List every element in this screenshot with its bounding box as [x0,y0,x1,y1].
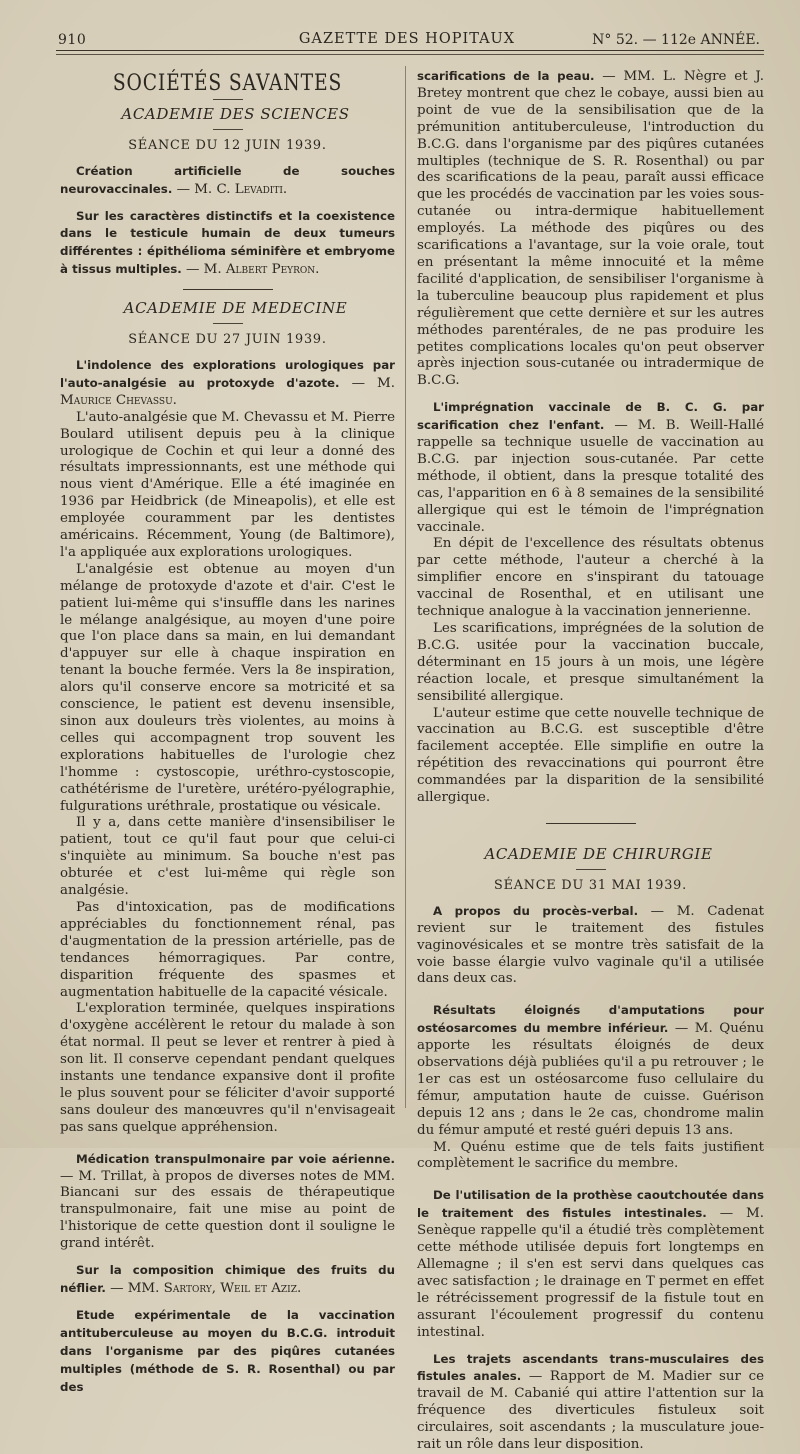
section-divider [183,289,273,290]
article-title: A propos du procès-verbal. [433,903,639,918]
article-item [60,1262,395,1298]
paragraph: L'analgésie est obtenue au moyen d'un mélange de protoxyde d'azote et d'air. C'est le patient lui-même qui s'insuffle dans les narines le mélange analgésique, au moyen d'une poire que l'on place dans sa main, en lui demandant d'appuyer sur elle à chaque inspiration en tenant la bouche fermée. Vers la 8e inspiration, alors qu'il conserve encore sa motricité et sa conscience, le patient est devenu insensible, sinon aux douleurs très violentes, au moins à celles qui accompagnent trop souvent les explorations habituelles de l'urologie chez l'homme : cystoscopie, uréthro-cystoscopie, cathétérisme de l'uretère, urétéro-pyélographie, fulgurations uréthrale, prostatique ou vésicale. [60,561,395,814]
article-title: L'indolence des explorations urologiques par l'auto-analgésie au protoxyde d'azote. [60,357,395,390]
right-column [417,68,764,1454]
session-date: SÉANCE DU 27 JUIN 1939. [128,332,327,348]
article-text: — M. Trillat, à propos de diverses notes de MM. Biancani sur des essais de thérapeutique transpulmonaire, fait une mise au point de l'historique de cette question dont il souligne le grand intérêt. [60,1168,395,1252]
article-title: scarifications de la peau. [417,69,595,83]
header-rule-thin [56,54,764,55]
article-title: Les trajets ascendants trans-musculaires des fistules anales. [417,1351,764,1384]
article-title: L'imprégnation vaccinale de B. C. G. par scarification chez l'enfant. [417,400,764,433]
article-item [60,357,395,410]
page-number: 910 [58,32,87,48]
left-column [60,68,395,1396]
section-title: SOCIÉTÉS SAVANTES [112,71,343,96]
article-author: — M. Albert Peyron. [181,262,320,278]
paragraph: Les scarifications, imprégnées de la solution de B.C.G. usitée pour la vaccination buccale, déterminant en 15 jours à un mois, une légère réaction locale, et presque simultanément la sensibilité allergique. [417,621,764,704]
session-date: SÉANCE DU 12 JUIN 1939. [128,137,327,153]
article-item [417,399,764,536]
article-title: De l'utilisation de la prothèse caoutchoutée dans le traitement des fistules intestinales. [417,1188,764,1221]
page-header [48,26,766,52]
column-divider [405,66,406,1108]
article-author: — M. Maurice Chevassu. [60,375,395,408]
header-rule [56,50,764,51]
issue-number: N° 52. — 112e ANNÉE. [592,32,760,48]
article-title: Médication transpulmonaire par voie aérienne. [76,1151,395,1166]
article-title: Création artificielle de souches neurovaccinales. [60,163,395,196]
divider [213,323,243,324]
article-item [60,1151,395,1253]
article-item [417,1002,764,1139]
paragraph: L'auteur estime que cette nouvelle technique de vaccination au B.C.G. est susceptible d'être facilement acceptée. Elle simplifie en outre la répétition des revaccinations qui pourront être commandées par la disparition de la sensibilité allergique. [417,705,764,806]
paragraph: Il y a, dans cette manière d'insensibiliser le patient, tout ce qu'il faut pour que celui-ci s'inquiète au minimum. Sa bouche n'est pas obturée et c'est lui-même qui règle son analgésie. [60,815,395,899]
article-item [417,1187,764,1341]
academy-heading-chirurgie: ACADEMIE DE CHIRURGIE [484,844,713,863]
paragraph: L'auto-analgésie que M. Chevassu et M. Pierre Boulard utilisent depuis peu à la clinique urologique de Cochin et qui leur a donné des résultats impressionnants, est une méthode qui nous vient d'Amérique. Elle a été imaginée en 1936 par Heidbrick (de Mineapolis), et elle est employée couramment par les dentistes américains. Récemment, Young (de Baltimore), l'a appliquée aux explorations urologiques. [60,409,395,560]
academy-heading-medecine: ACADEMIE DE MEDECINE [123,299,348,318]
article-text: — MM. L. Nègre et J. Bretey montrent que chez le cobaye, aussi bien au point de vue de la sensibilisation que de la prémunition antituberculeuse, l'introduction du B.C.G. dans l'organisme par des piqûres cutanées multiples (technique de S. R. Rosenthal) ou par des scarifications de la peau, paraît aussi efficace que les procédés de vaccination par les voies sous-cutanée ou intra-dermique habituellement employés. La méthode des piqûres ou des scarifications a l'avantage, sur la voie orale, tout en présentant la même innocuité et la même facilité d'application, de sensibiliser l'organisme à la tuberculine beaucoup plus rapidement et plus régulièrement que cette dernière et sur les autres méthodes parentérales, de ne pas produire les petites complications locales qu'on peut observer après injection sous-cutanée ou intradermique de B.C.G. [417,69,764,389]
article-title: Sur la composition chimique des fruits du néflier. [60,1263,395,1295]
article-item [417,1351,764,1454]
article-text: — M. Cadenat revient sur le traitement des fistules vaginovésicales et se montre très satisfait de la voie basse élargie vulvo vaginale qu'il a utilisée dans deux cas. [417,903,765,987]
article-item [60,208,395,280]
article-title: Etude expérimentale de la vaccination antituberculeuse au moyen du B.C.G. introduit dans l'organisme par des piqûres cutanées multiples (méthode de S. R. Rosenthal) ou par des [60,1307,395,1394]
article-text: — Rapport de M. Madier sur ce travail de M. Cabanié qui attire l'attention sur la fréquence des diverticules fistuleux soit circulaires, soit ascendants ; la musculature joue-rait un rôle dans leur disposition. [417,1369,764,1453]
paragraph: En dépit de l'excellence des résultats obtenus par cette méthode, l'auteur a cherché à la simplifier encore en s'inspirant du tatouage vaccinal de Rosenthal, et en utilisant une technique analogue à la vaccination jennerienne. [417,536,764,620]
divider [213,99,243,100]
section-divider [546,823,636,824]
article-text: — M. Quénu apporte les résultats éloignés de deux observations déjà publiées qu'il a pu retrouver ; le 1er cas est un ostéosarcome fuso cellulaire du fémur, amputation haute de cuisse. Guérison depuis 12 ans ; dans le 2e cas, chondrome malin du fémur amputé et resté guéri depuis 13 ans. [417,1021,764,1138]
paragraph: M. Quénu estime que de tels faits justifient complètement le sacrifice du membre. [417,1139,764,1172]
academy-heading-sciences: ACADEMIE DES SCIENCES [121,104,350,123]
session-date: SÉANCE DU 31 MAI 1939. [494,877,687,893]
article-text: — M. Senèque rappelle qu'il a étudié très complètement cette méthode utilisée depuis fort longtemps en Allemagne ; il s'en est servi dans quelques cas avec satisfaction ; le drainage en T permet en effet le rétrécissement progressif de la fistule tout en assurant l'écoulement progressif du contenu intestinal. [417,1206,765,1340]
article-author: — M. C. Levaditi. [172,181,288,197]
paragraph: Pas d'intoxication, pas de modifications appréciables du fonctionnement rénal, pas d'augmentation de la pression artérielle, pas de tendances hémorragiques. Par contre, disparition fréquente des spasmes et augmentation habituelle de la capacité vésicale. [60,899,395,1000]
paragraph: L'exploration terminée, quelques inspirations d'oxygène accélèrent le retour du malade à son état normal. Il peut se lever et rentrer à pied à son lit. Il conserve cependant pendant quelques instants une tendance expansive dont il profite le plus souvent pour se féliciter d'avoir supporté sans douleur des manœuvres qu'il n'envisageait pas sans quelque appréhension. [60,1001,395,1135]
divider [576,869,606,870]
article-item [417,68,764,390]
article-text: — M. B. Weill-Hallé rappelle sa technique usuelle de vaccination au B.C.G. par injection sous-cutanée. Par cette méthode, il obtient, dans la presque totalité des cas, l'apparition en 6 à 8 semaines de la sensibilité allergique qui est le témoin de l'imprégnation vaccinale. [417,418,764,535]
article-item [60,1307,395,1397]
article-item [60,163,395,199]
divider [213,129,243,130]
journal-title: GAZETTE DES HOPITAUX [298,31,516,47]
article-author: — MM. Sartory, Weil et Aziz. [105,1281,302,1296]
article-title: Sur les caractères distinctifs et la coexistence dans le testicule humain de deux tumeurs différentes : épithélioma séminifère et embryome à tissus multiples. [60,208,395,277]
article-title: Résultats éloignés d'amputations pour ostéosarcomes du membre inférieur. [417,1003,764,1036]
article-item [417,903,764,989]
